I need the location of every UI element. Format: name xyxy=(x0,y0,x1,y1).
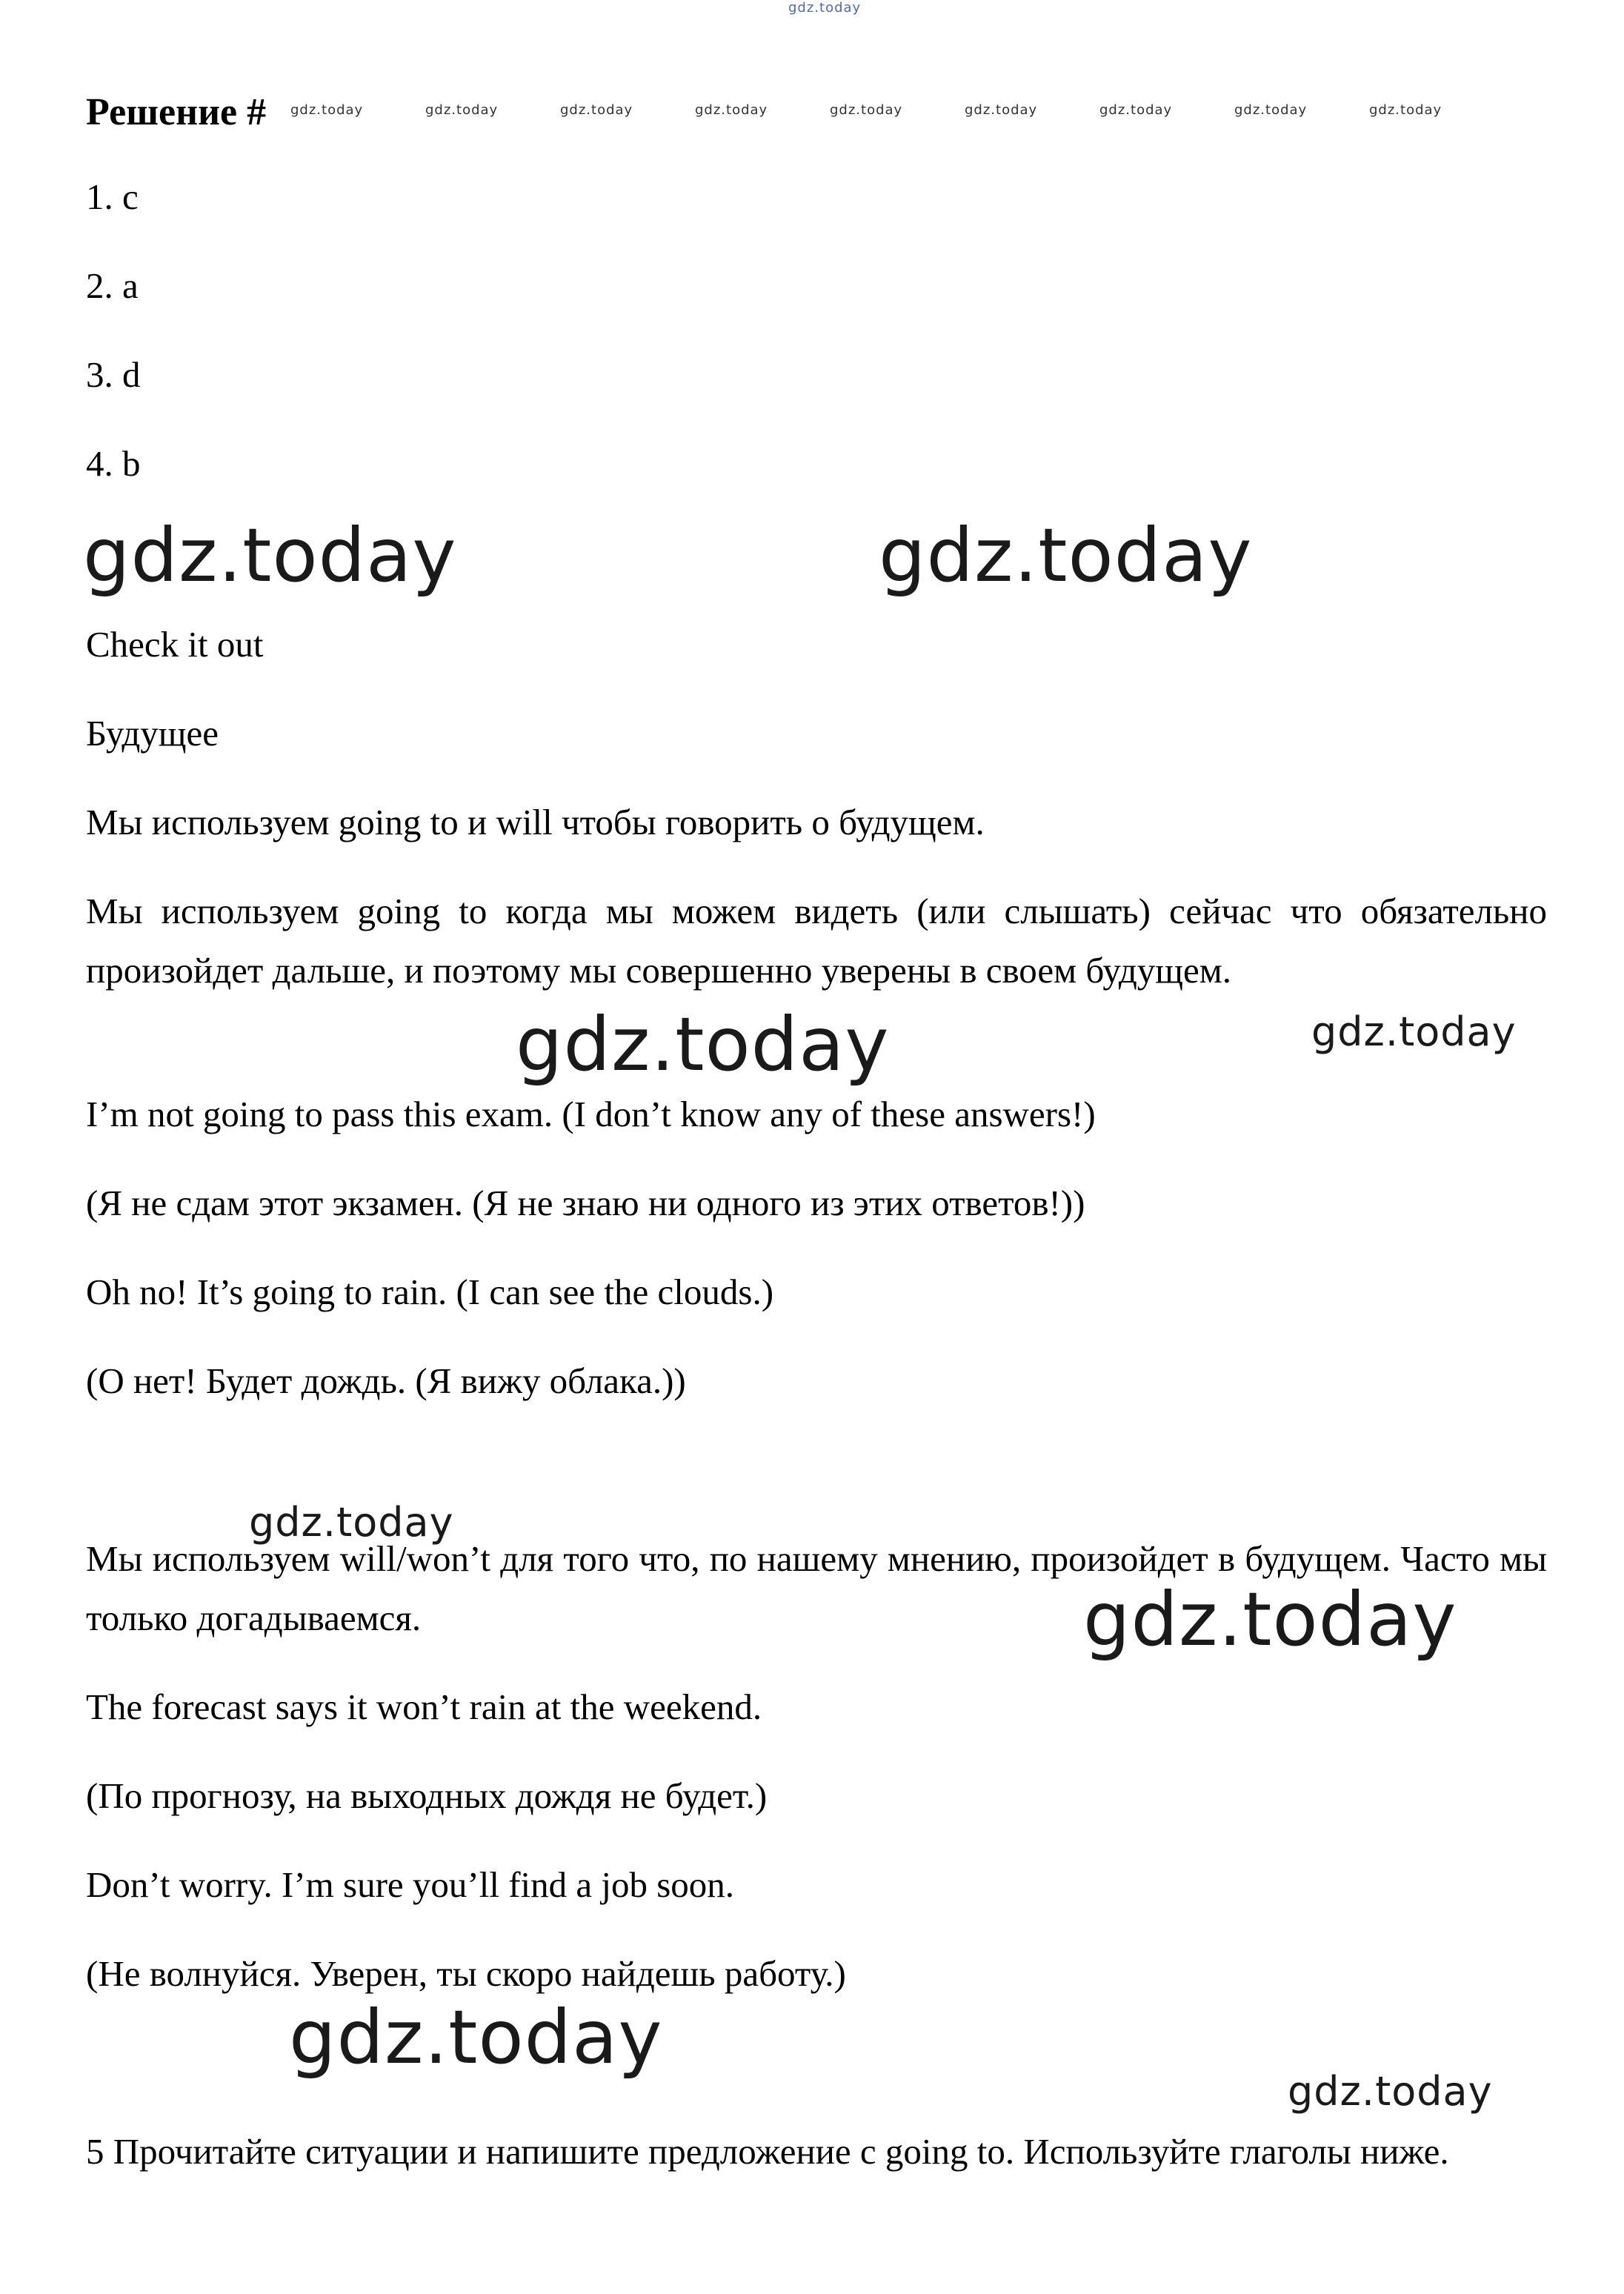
section-subtitle: Будущее xyxy=(86,713,219,754)
example-translation: (О нет! Будет дождь. (Я вижу облака.)) xyxy=(86,1360,686,1401)
watermark-large: gdz.today xyxy=(879,512,1253,599)
watermark-small: gdz.today xyxy=(1099,102,1173,118)
answer-item: 2. a xyxy=(86,265,139,306)
paragraph: Мы используем going to и will чтобы говорить о будущем. xyxy=(86,802,985,842)
watermark-small: gdz.today xyxy=(965,102,1038,118)
task-instruction: 5 Прочитайте ситуации и напишите предложение с going to. Используйте глаголы ниже. xyxy=(86,2131,1449,2172)
watermark-medium: gdz.today xyxy=(1288,2068,1493,2115)
example-sentence: Don’t worry. I’m sure you’ll find a job soon. xyxy=(86,1864,735,1905)
watermark-small: gdz.today xyxy=(1234,102,1308,118)
section-title: Check it out xyxy=(86,624,264,665)
example-sentence: The forecast says it won’t rain at the weekend. xyxy=(86,1686,762,1727)
paragraph: Мы используем going to когда мы можем видеть (или слышать) сейчас что обязательно произойдет дальше, и поэтому мы совершенно уверены в своем будущем. xyxy=(86,891,1547,991)
watermark-medium: gdz.today xyxy=(1311,1008,1517,1055)
watermark-small: gdz.today xyxy=(290,102,364,118)
watermark-small: gdz.today xyxy=(425,102,499,118)
watermark-small: gdz.today xyxy=(560,102,633,118)
answer-item: 3. d xyxy=(86,354,141,395)
answer-item: 1. c xyxy=(86,176,139,217)
watermark-small: gdz.today xyxy=(830,102,903,118)
watermark-medium: gdz.today xyxy=(249,1499,454,1546)
example-translation: (По прогнозу, на выходных дождя не будет.) xyxy=(86,1775,768,1816)
example-translation: (Я не сдам этот экзамен. (Я не знаю ни одного из этих ответов!)) xyxy=(86,1183,1085,1223)
watermark-large: gdz.today xyxy=(516,1001,890,1088)
example-translation: (Не волнуйся. Уверен, ты скоро найдешь работу.) xyxy=(86,1953,846,1994)
watermark-small: gdz.today xyxy=(1369,102,1442,118)
watermark-large: gdz.today xyxy=(289,1994,663,2081)
solution-heading: Решение # xyxy=(86,91,267,133)
paragraph: Мы используем will/won’t для того что, по нашему мнению, произойдет в будущем. Часто мы только догадываемся. xyxy=(86,1538,1547,1638)
watermark-top: gdz.today xyxy=(788,0,862,16)
answer-item: 4. b xyxy=(86,443,141,484)
watermark-large: gdz.today xyxy=(1083,1576,1457,1663)
example-sentence: I’m not going to pass this exam. (I don’t know any of these answers!) xyxy=(86,1094,1096,1134)
example-sentence: Oh no! It’s going to rain. (I can see the clouds.) xyxy=(86,1271,774,1312)
watermark-large: gdz.today xyxy=(83,512,457,599)
watermark-small: gdz.today xyxy=(695,102,768,118)
